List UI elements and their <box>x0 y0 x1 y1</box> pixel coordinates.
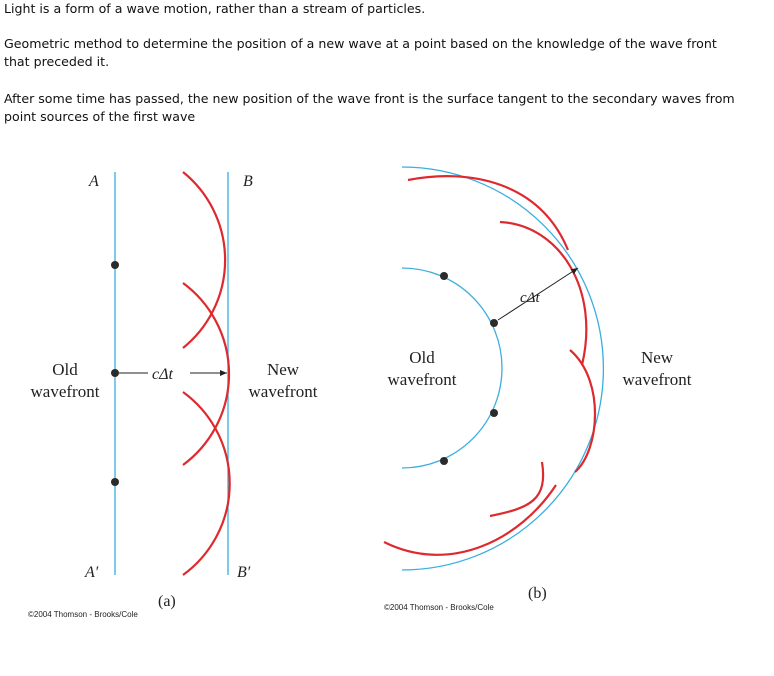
source-dot-a-2 <box>111 369 119 377</box>
figure-a <box>28 172 318 619</box>
label-B-prime: B′ <box>237 564 251 581</box>
new-wavefront-label-b-line2: wavefront <box>622 370 692 389</box>
caption-a: (a) <box>158 593 176 610</box>
wavelet-arc-b-3 <box>570 350 595 472</box>
distance-label-b: cΔt <box>520 290 540 306</box>
wavelet-arc-b-5 <box>384 485 556 555</box>
copyright-a: ©2004 Thomson - Brooks/Cole <box>28 610 138 619</box>
wavelet-arc-a-1 <box>183 172 225 348</box>
wavelet-arc-a-3 <box>183 392 230 575</box>
source-dot-b-2 <box>490 319 498 327</box>
source-dot-b-3 <box>490 409 498 417</box>
old-wavefront-label-b-line2: wavefront <box>387 370 457 389</box>
label-B: B <box>243 173 253 190</box>
copyright-b: ©2004 Thomson - Brooks/Cole <box>384 603 494 612</box>
old-wavefront-label-a-line1: Old <box>52 360 78 379</box>
figure-b <box>384 167 692 612</box>
new-wavefront-label-a-line1: New <box>266 360 300 379</box>
intro-paragraph-3: After some time has passed, the new position of the wave front is the surface tangent to the secondary waves from point sources of the first wave <box>4 91 735 124</box>
old-wavefront-arc-b <box>402 268 502 468</box>
new-wavefront-arc-b <box>402 167 603 570</box>
old-wavefront-label-b-line1: Old <box>409 348 435 367</box>
intro-paragraph-2: Geometric method to determine the position of a new wave at a point based on the knowledge of the wave front that preceded it. <box>4 36 717 69</box>
wavelet-arc-b-2 <box>500 222 586 365</box>
label-A: A <box>89 173 99 190</box>
new-wavefront-label-a-line2: wavefront <box>248 382 318 401</box>
source-dot-a-3 <box>111 478 119 486</box>
old-wavefront-label-a-line2: wavefront <box>30 382 100 401</box>
caption-b: (b) <box>528 585 547 602</box>
label-A-prime: A′ <box>85 564 99 581</box>
distance-label-a: cΔt <box>152 366 173 383</box>
source-dot-a-1 <box>111 261 119 269</box>
wavelet-arc-b-4 <box>490 462 543 516</box>
intro-paragraph-1: Light is a form of a wave motion, rather than a stream of particles. <box>4 1 426 16</box>
new-wavefront-label-b-line1: New <box>640 348 674 367</box>
wavelet-arc-a-2 <box>183 283 229 465</box>
source-dot-b-1 <box>440 272 448 280</box>
wavelet-arc-b-1 <box>408 176 568 250</box>
source-dot-b-4 <box>440 457 448 465</box>
